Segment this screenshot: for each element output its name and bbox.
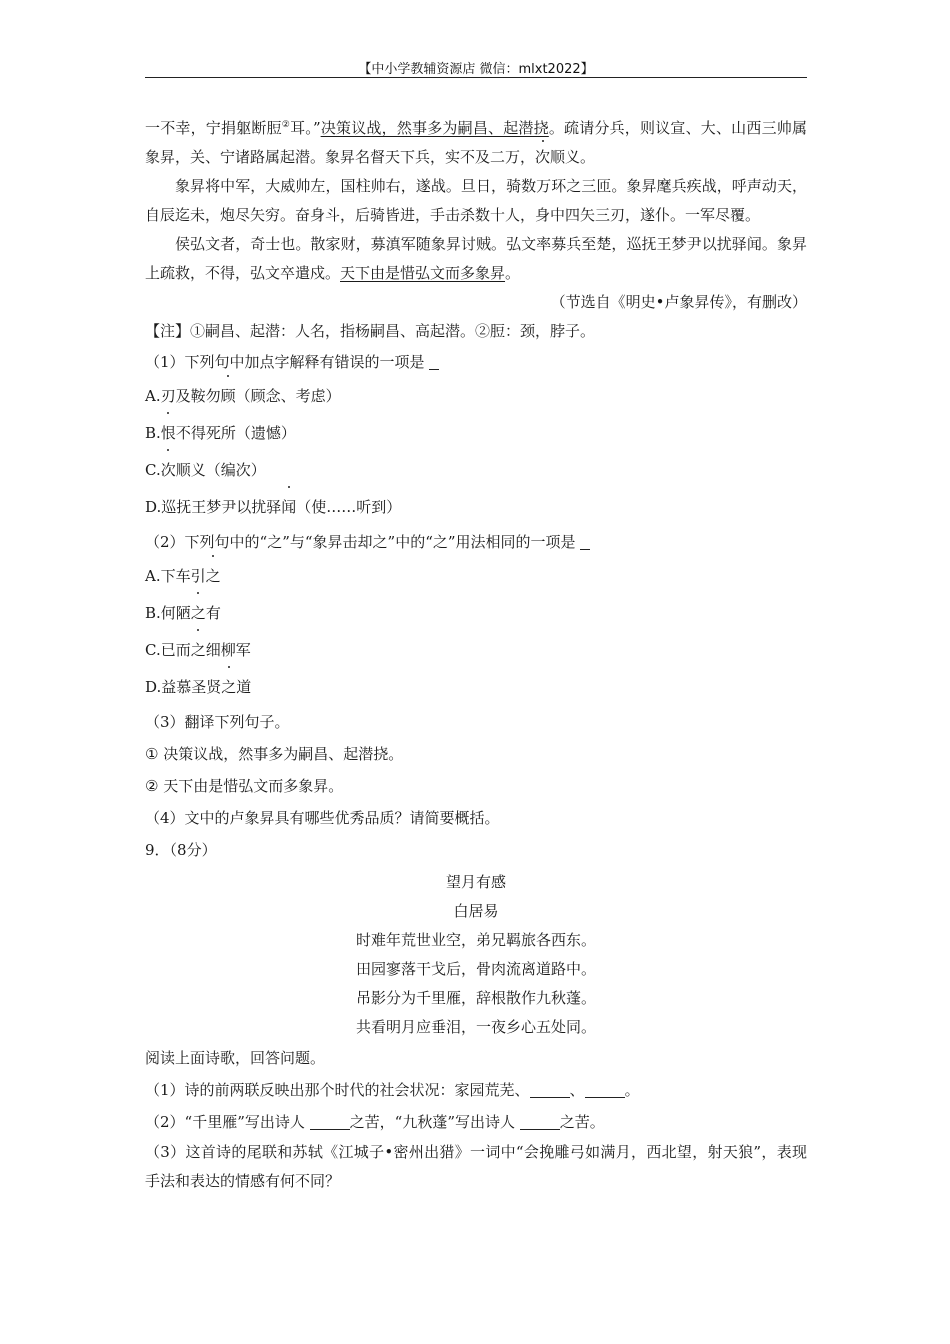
passage-paragraph-2: 象昇将中军，大威帅左，国柱帅右，遂战。旦日，骑数万环之三匝。象昇麾兵疾战，呼声动天，自辰迄未，炮尽矢穷。奋身斗，后骑皆进，手击杀数十人，身中四矢三刃，遂仆。一军尽覆。	[145, 177, 807, 224]
q2-option-d[interactable]	[145, 669, 807, 706]
poem-title: 望月有感	[445, 873, 506, 891]
question-text: 、	[569, 1081, 585, 1099]
answer-blank[interactable]	[530, 1079, 570, 1098]
passage-source: （节选自《明史•卢象昇传》，有删改）	[550, 293, 807, 311]
question-text: （1）下列句中加点字解释有错误的一项是	[145, 353, 425, 371]
option-text: C.已而	[145, 641, 191, 659]
q2-option-a[interactable]	[145, 558, 807, 595]
passage-text: 耳。”	[290, 119, 321, 137]
dotted-character: 之	[206, 558, 221, 595]
poem-line-4: 共看明月应垂泪，一夜乡心五处同。	[355, 1018, 596, 1036]
option-text: （顾念、考虑）	[235, 387, 341, 405]
question-text: （2）下列句中的“之”与“象昇击却之”中的“之”用法相同的一项是	[145, 533, 576, 551]
q2-option-b[interactable]	[145, 595, 807, 632]
question-text: 之苦，“九秋蓬”写出诗人	[349, 1113, 520, 1131]
header-divider	[145, 77, 807, 78]
option-text: B.	[145, 424, 161, 442]
option-text: 道	[236, 678, 252, 696]
option-text: 细柳军	[205, 641, 251, 659]
q9-sub-3: （3）这首诗的尾联和苏轼《江城子•密州出猎》一词中“会挽雕弓如满月，西北望，射天狼”，表现手法和表达的情感有何不同？	[145, 1143, 807, 1190]
item-number-1: ①	[145, 745, 159, 763]
option-text: （使……听到）	[296, 498, 402, 516]
footnote-marker: ②	[281, 120, 291, 130]
document-page	[145, 0, 807, 1344]
passage-text: 一不幸，宁捐躯断脰	[145, 119, 282, 137]
passage-text: 。	[505, 264, 521, 282]
dotted-character: 之	[191, 632, 206, 669]
answer-blank[interactable]	[429, 351, 439, 370]
item-number-2: ②	[145, 777, 159, 795]
question-9-title: 9．（8分）	[145, 841, 217, 859]
q3-item-2	[145, 770, 807, 802]
answer-blank[interactable]	[580, 531, 590, 550]
item-text: 天下由是惜弘文而多象昇。	[158, 777, 344, 795]
question-3-stem: （3）翻译下列句子。	[145, 713, 290, 731]
question-2-stem	[145, 526, 807, 558]
q1-option-d[interactable]	[145, 489, 807, 526]
option-text: 有	[205, 604, 221, 622]
question-4-stem: （4）文中的卢象昇具有哪些优秀品质？请简要概括。	[145, 809, 500, 827]
dotted-character: 顾	[221, 378, 236, 415]
option-text: A.下车引	[145, 567, 206, 585]
question-text: （2）“千里雁”写出诗人	[145, 1113, 310, 1131]
underlined-sentence-1: 决策议战，然事多为嗣昌、起潜挠	[320, 119, 549, 137]
answer-blank[interactable]	[310, 1111, 350, 1130]
item-text: 决策议战，然事多为嗣昌、起潜挠。	[158, 745, 404, 763]
option-text: D.巡抚王梦尹以扰驿	[145, 498, 282, 516]
dotted-character: 恨	[161, 415, 176, 452]
page-header: 【中小学教辅资源店 微信：mlxt2022】	[358, 62, 594, 77]
passage-text: 顺义。	[550, 148, 596, 166]
q1-option-a[interactable]	[145, 378, 807, 415]
poem-line-1: 时难年荒世业空，弟兄羁旅各西东。	[355, 931, 596, 949]
question-1-stem	[145, 346, 807, 378]
poem-line-2: 田园寥落干戈后，骨肉流离道路中。	[355, 960, 596, 978]
dotted-character: 次	[535, 143, 550, 172]
passage-text: 。疏请分兵，则议宣、大、山西三帅属象昇，关、宁诸路属起潜。象昇名督天下兵，实不及二万，	[145, 119, 807, 166]
q1-option-c[interactable]	[145, 452, 807, 489]
poem-line-3: 吊影分为千里雁，辞根散作九秋蓬。	[355, 989, 596, 1007]
q9-sub-1	[145, 1074, 807, 1106]
option-text: B.何陋	[145, 604, 191, 622]
q9-intro: 阅读上面诗歌，回答问题。	[145, 1049, 326, 1067]
dotted-character: 闻	[281, 489, 296, 526]
passage-note: 【注】①嗣昌、起潜：人名，指杨嗣昌、高起潜。②脰：颈，脖子。	[145, 322, 596, 340]
dotted-character: 次	[161, 452, 176, 489]
q9-sub-2	[145, 1106, 807, 1138]
question-text: 之苦。	[559, 1113, 605, 1131]
dotted-character: 之	[191, 595, 206, 632]
option-text: 不得死所（遗憾）	[175, 424, 296, 442]
underlined-sentence-2: 天下由是惜弘文而多象昇	[340, 264, 506, 282]
q1-option-b[interactable]	[145, 415, 807, 452]
document-body	[145, 114, 807, 1196]
dotted-character: 之	[221, 669, 236, 706]
question-text: 。	[624, 1081, 640, 1099]
passage-text: 侯弘文者，奇士也。散家财，募滇军随象昇讨贼。弘文率募兵至楚，巡抚王梦尹以扰驿闻。象昇上疏救，不得，弘文卒遣戍。	[145, 235, 807, 282]
option-text: A.刃及鞍勿	[145, 387, 221, 405]
answer-blank[interactable]	[585, 1079, 625, 1098]
passage-paragraph-1	[145, 114, 807, 172]
option-text: 顺义（编次）	[175, 461, 266, 479]
option-text: D.益慕圣贤	[145, 678, 222, 696]
poem-author: 白居易	[453, 902, 499, 920]
answer-blank[interactable]	[520, 1111, 560, 1130]
q2-option-c[interactable]	[145, 632, 807, 669]
q3-item-1	[145, 738, 807, 770]
option-text: C.	[145, 461, 161, 479]
question-text: （1）诗的前两联反映出那个时代的社会状况：家园荒芜、	[145, 1081, 530, 1099]
passage-paragraph-3	[145, 230, 807, 288]
